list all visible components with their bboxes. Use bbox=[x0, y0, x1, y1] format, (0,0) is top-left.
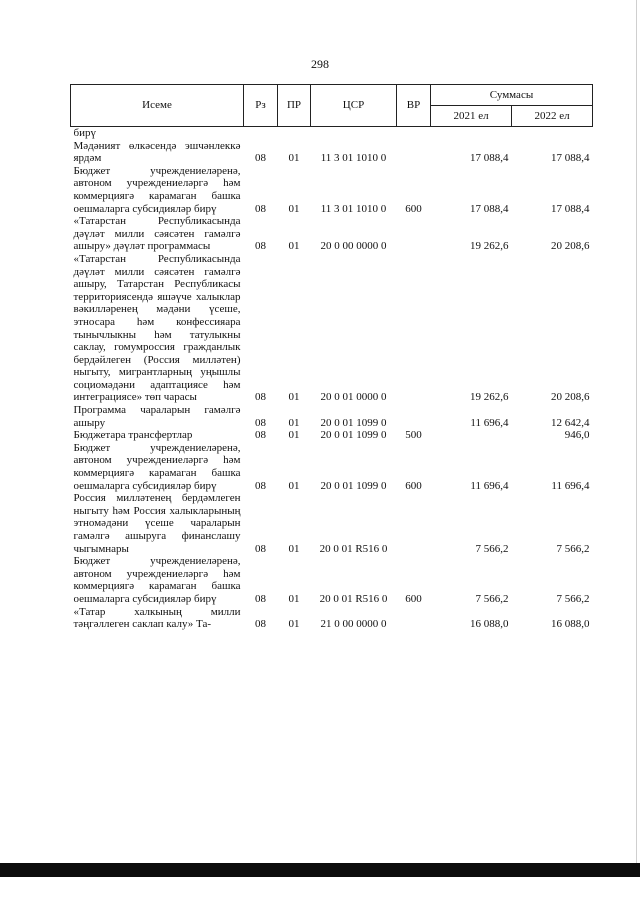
cell-vr bbox=[397, 140, 431, 165]
cell-pr: 01 bbox=[288, 618, 300, 631]
cell-rz: 08 bbox=[255, 152, 266, 165]
cell-rz bbox=[244, 127, 278, 140]
cell-y2022: 20 208,6 bbox=[551, 391, 590, 404]
cell-rz: 08 bbox=[255, 416, 266, 429]
cell-pr: 01 bbox=[288, 592, 300, 605]
cell-pr: 01 bbox=[288, 416, 300, 429]
cell-vr bbox=[397, 127, 431, 140]
cell-pr: 01 bbox=[288, 542, 300, 555]
cell-y2021 bbox=[431, 127, 512, 140]
header-2022: 2022 ел bbox=[512, 106, 593, 127]
table-body bbox=[71, 127, 593, 631]
table-row bbox=[71, 165, 593, 215]
cell-y2022: 7 566,2 bbox=[556, 542, 590, 555]
header-name: Исеме bbox=[71, 85, 244, 127]
cell-rz: 08 bbox=[255, 202, 266, 215]
cell-y2022: 20 208,6 bbox=[551, 240, 590, 253]
cell-pr: 01 bbox=[288, 391, 300, 404]
cell-csr bbox=[311, 127, 397, 140]
cell-vr: 500 bbox=[405, 429, 422, 442]
cell-csr: 11 3 01 1010 0 bbox=[320, 152, 387, 165]
cell-name: «Татар халкының милли тәңгәллеген саклап калу» Та- bbox=[73, 605, 241, 631]
table-row bbox=[71, 442, 593, 492]
cell-rz: 08 bbox=[255, 542, 266, 555]
cell-name: Бюджет учреждениеләренә, автоном учреждениеләргә һәм коммерциягә карамаган башка оешмаларга субсидияләр бирү bbox=[73, 555, 241, 605]
cell-y2022: 946,0 bbox=[564, 429, 590, 442]
scan-bottom-border bbox=[0, 863, 640, 877]
table-row bbox=[71, 492, 593, 555]
cell-rz: 08 bbox=[255, 429, 266, 442]
cell-rz: 08 bbox=[255, 592, 266, 605]
table-row bbox=[71, 215, 593, 253]
cell-vr: 600 bbox=[405, 592, 422, 605]
cell-name: Россия милләтенең бердәмлеген ныгыту һәм Россия халыкларының этномәдәни үсеше чараларын гамәлгә ашыруга финанслашу чыгымнары bbox=[73, 492, 241, 555]
cell-csr: 20 0 01 1099 0 bbox=[320, 416, 387, 429]
cell-vr bbox=[397, 606, 431, 631]
cell-y2021: 11 696,4 bbox=[470, 479, 509, 492]
header-csr: ЦСР bbox=[311, 85, 397, 127]
cell-csr: 20 0 01 1099 0 bbox=[320, 429, 387, 442]
cell-name: Мәдәният өлкәсендә эшчәнлеккә ярдәм bbox=[73, 139, 241, 165]
cell-y2021: 17 088,4 bbox=[470, 152, 509, 165]
cell-csr: 20 0 01 R516 0 bbox=[319, 592, 388, 605]
cell-csr: 20 0 01 0000 0 bbox=[320, 391, 387, 404]
table-row bbox=[71, 429, 593, 442]
cell-y2021 bbox=[431, 429, 512, 442]
cell-name: Бюджет учреждениеләренә, автоном учреждениеләргә һәм коммерциягә карамаган башка оешмаларга субсидияләр бирү bbox=[73, 164, 241, 215]
cell-pr: 01 bbox=[288, 202, 300, 215]
cell-y2021: 19 262,6 bbox=[470, 391, 509, 404]
cell-y2022: 7 566,2 bbox=[556, 592, 590, 605]
header-pr: ПР bbox=[278, 85, 311, 127]
table-row bbox=[71, 606, 593, 631]
cell-y2021: 17 088,4 bbox=[470, 202, 509, 215]
cell-name: «Татарстан Республикасында дәүләт милли сәясәтен гамәлгә ашыру» дәүләт программасы bbox=[73, 215, 241, 253]
header-sums: Суммасы bbox=[431, 85, 593, 106]
cell-pr: 01 bbox=[288, 429, 300, 442]
cell-vr: 600 bbox=[405, 479, 422, 492]
cell-name: Бюджет учреждениеләренә, автоном учреждениеләргә һәм коммерциягә карамаган башка оешмаларга субсидияләр бирү bbox=[73, 441, 241, 492]
cell-vr bbox=[397, 404, 431, 429]
table-row bbox=[71, 555, 593, 605]
cell-csr: 11 3 01 1010 0 bbox=[320, 202, 387, 215]
cell-csr: 20 0 00 0000 0 bbox=[320, 240, 387, 253]
cell-rz: 08 bbox=[255, 240, 266, 253]
cell-pr bbox=[278, 127, 311, 140]
cell-y2022 bbox=[512, 127, 593, 140]
table-row bbox=[71, 140, 593, 165]
cell-y2021: 19 262,6 bbox=[470, 240, 509, 253]
budget-table bbox=[70, 84, 593, 631]
cell-rz: 08 bbox=[255, 479, 266, 492]
cell-rz: 08 bbox=[255, 391, 266, 404]
table-row bbox=[71, 253, 593, 404]
table-header bbox=[71, 85, 593, 127]
header-vr: ВР bbox=[397, 85, 431, 127]
cell-vr bbox=[397, 253, 431, 404]
cell-vr bbox=[397, 215, 431, 253]
cell-y2022: 17 088,4 bbox=[551, 152, 590, 165]
cell-name: «Татарстан Республикасында дәүләт милли сәясәтен гамәлгә ашыру, Татарстан Республикасы территориясендә яшәүче халыклар вәкилләренең мәдәни үсеше, этносара һәм конфессияара тынычлыкны һәм татулыкны саклау, гомумроссия гражданлык бердәйлеген (Россия милләтен) ныгыту, мигрантларның уңышлы социомәдәни адаптациясе һәм интеграциясе» төп чарасы bbox=[73, 252, 241, 404]
table-row bbox=[71, 127, 593, 140]
cell-pr: 01 bbox=[288, 152, 300, 165]
scan-edge bbox=[636, 0, 637, 863]
header-2021: 2021 ел bbox=[431, 106, 512, 127]
cell-csr: 21 0 00 0000 0 bbox=[320, 618, 387, 631]
cell-y2021: 7 566,2 bbox=[475, 592, 509, 605]
table-row bbox=[71, 404, 593, 429]
page-number: 298 bbox=[311, 57, 329, 71]
cell-y2021: 16 088,0 bbox=[470, 618, 509, 631]
header-rz: Рз bbox=[244, 85, 278, 127]
cell-y2022: 11 696,4 bbox=[551, 479, 590, 492]
cell-vr bbox=[397, 492, 431, 555]
cell-pr: 01 bbox=[288, 240, 300, 253]
cell-y2022: 16 088,0 bbox=[551, 618, 590, 631]
cell-rz: 08 bbox=[255, 618, 266, 631]
cell-csr: 20 0 01 R516 0 bbox=[319, 542, 388, 555]
cell-y2021: 11 696,4 bbox=[470, 416, 509, 429]
cell-pr: 01 bbox=[288, 479, 300, 492]
cell-csr: 20 0 01 1099 0 bbox=[320, 479, 387, 492]
cell-y2022: 12 642,4 bbox=[551, 416, 590, 429]
cell-name: Программа чараларын гамәлгә ашыру bbox=[73, 404, 241, 429]
cell-vr: 600 bbox=[405, 202, 422, 215]
cell-name: бирү bbox=[73, 127, 96, 139]
cell-y2022: 17 088,4 bbox=[551, 202, 590, 215]
cell-y2021: 7 566,2 bbox=[475, 542, 509, 555]
cell-name: Бюджетара трансфертлар bbox=[73, 429, 193, 442]
